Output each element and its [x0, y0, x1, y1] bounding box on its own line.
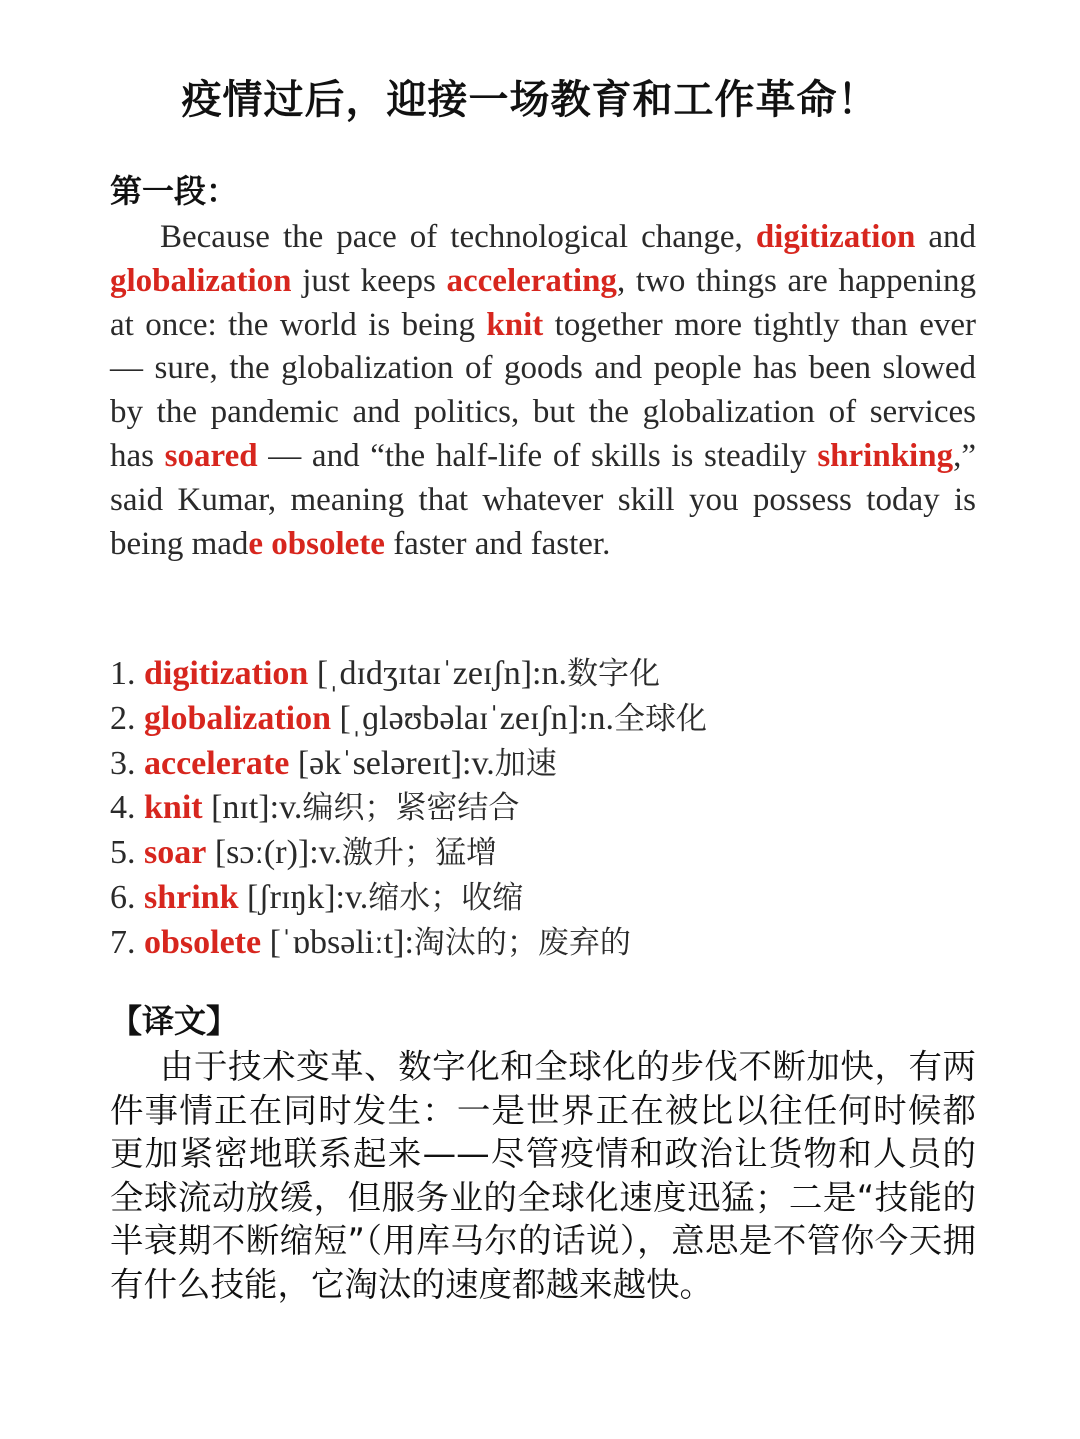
vocab-word: accelerate	[144, 744, 290, 782]
vocab-number: 1.	[110, 655, 144, 692]
vocab-number: 5.	[110, 834, 144, 872]
vocab-item	[110, 786, 707, 831]
highlighted-keyword: accelerating	[446, 262, 617, 299]
vocab-phonetic: [nɪt]:v.	[202, 789, 303, 827]
vocab-phonetic: [əkˈseləreɪt]:v.	[289, 744, 495, 782]
passage-text: , two things are happening at once: the world is being	[110, 262, 976, 343]
page-title: 疫情过后，迎接一场教育和工作革命！	[181, 77, 879, 123]
highlighted-keyword: soared	[164, 437, 258, 474]
vocab-meaning: 缩水；收缩	[368, 879, 524, 916]
vocab-meaning: 数字化	[567, 656, 660, 692]
passage-text: Because the pace of technological change,	[160, 219, 756, 255]
passage-text: ,” said Kumar, meaning that whatever skill you possess today is being mad	[110, 437, 976, 562]
vocab-phonetic: [ˌdɪdʒɪtaɪˈzeɪʃn]:n.	[308, 655, 567, 692]
vocabulary-list	[110, 652, 707, 966]
passage-text: and	[915, 219, 977, 255]
passage-text: faster and faster.	[384, 525, 611, 562]
vocab-number: 2.	[110, 699, 144, 737]
vocab-word: soar	[144, 834, 207, 872]
vocab-phonetic: [ˈɒbsəliːt]:	[261, 923, 414, 961]
section-label: 第一段：	[110, 172, 239, 210]
english-passage	[110, 216, 976, 566]
vocab-item	[110, 697, 707, 742]
highlighted-keyword: digitization	[755, 219, 916, 255]
vocab-meaning: 淘汰的；废弃的	[413, 924, 631, 961]
highlighted-keyword: knit	[486, 306, 544, 343]
passage-text: together more tightly than ever — sure, the globalization of goods and people has been slowed by the pandemic and politics, but the globalization of services has	[110, 306, 976, 474]
vocab-word: digitization	[144, 655, 309, 692]
passage-text: — and “the half-life of skills is steadily	[257, 437, 818, 474]
highlighted-keyword: e obsolete	[248, 525, 385, 562]
vocab-phonetic: [ʃrɪŋk]:v.	[238, 878, 369, 916]
vocab-word: obsolete	[144, 923, 262, 961]
vocab-meaning: 编织；紧密结合	[302, 790, 520, 827]
vocab-meaning: 全球化	[614, 700, 707, 737]
chinese-translation: 由于技术变革、数字化和全球化的步伐不断加快，有两件事情正在同时发生：一是世界正在被比以往任何时候都更加紧密地联系起来——尽管疫情和政治让货物和人员的全球流动放缓，但服务业的全球化速度迅猛；二是“技能的半衰期不断缩短”（用库马尔的话说），意思是不管你今天拥有什么技能，它淘汰的速度都越来越快。	[110, 1047, 976, 1304]
vocab-number: 6.	[110, 878, 144, 916]
vocab-number: 3.	[110, 744, 144, 782]
vocab-meaning: 加速	[494, 745, 557, 782]
vocab-number: 7.	[110, 923, 144, 961]
vocab-phonetic: [ˌɡləʊbəlaɪˈzeɪʃn]:n.	[331, 699, 614, 737]
vocab-meaning: 激升；猛增	[341, 835, 497, 872]
vocab-item	[110, 876, 707, 921]
vocab-word: globalization	[144, 699, 332, 737]
vocab-item	[110, 742, 707, 787]
translation-label: 【译文】	[110, 1002, 239, 1040]
vocab-word: shrink	[144, 878, 239, 916]
vocab-word: knit	[144, 789, 203, 827]
vocab-item	[110, 831, 707, 876]
vocab-item	[110, 921, 707, 966]
vocab-phonetic: [sɔː(r)]:v.	[206, 834, 342, 872]
highlighted-keyword: globalization	[110, 262, 292, 299]
passage-text: just keeps	[291, 262, 447, 299]
highlighted-keyword: shrinking	[817, 437, 954, 474]
vocab-number: 4.	[110, 789, 144, 827]
vocab-item	[110, 652, 707, 697]
